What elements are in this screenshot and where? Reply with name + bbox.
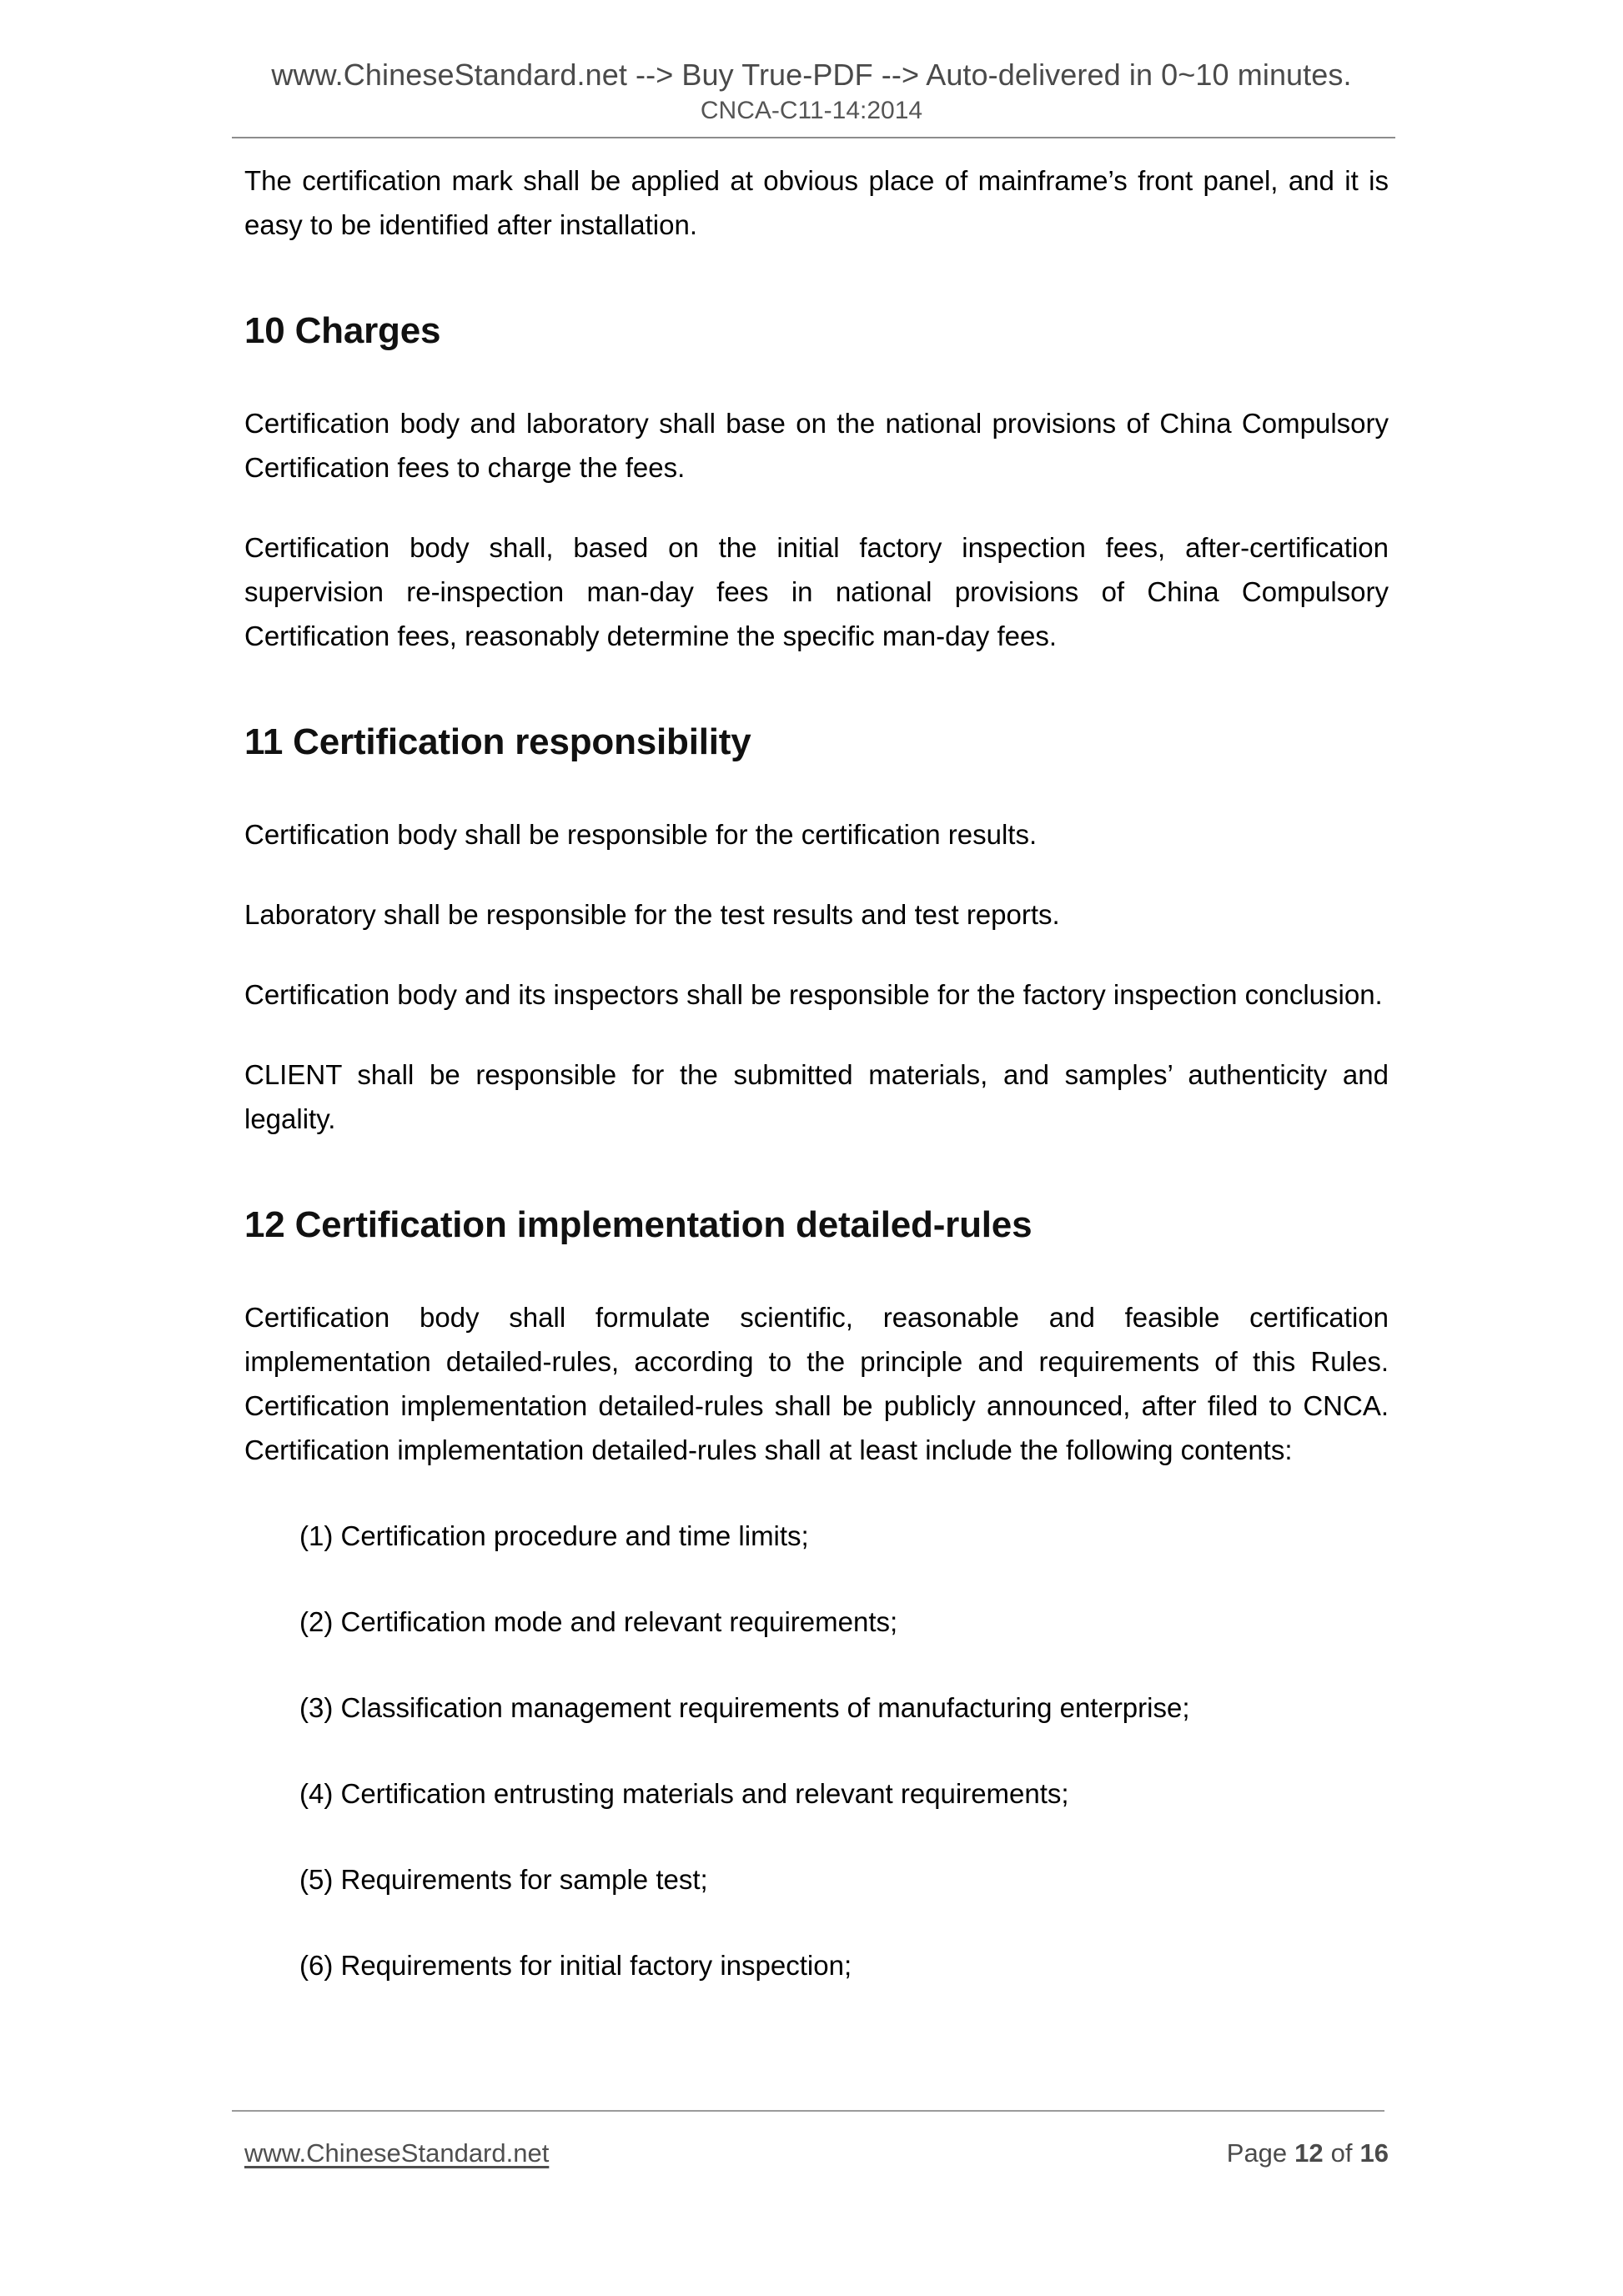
footer-divider bbox=[232, 2110, 1384, 2112]
spacer bbox=[244, 937, 1389, 972]
header-promo-text: www.ChineseStandard.net --> Buy True-PDF --> Auto-delivered in 0~10 minutes. bbox=[271, 58, 1352, 92]
spacer bbox=[244, 247, 1389, 309]
section-11-paragraph-3: Certification body and its inspectors shall be responsible for the factory inspection conclusion. bbox=[244, 979, 1383, 1010]
certification-rules-list bbox=[244, 1514, 1389, 1987]
section-11-paragraph-4: CLIENT shall be responsible for the submitted materials, and samples’ authenticity and legality. bbox=[244, 1059, 1389, 1134]
list-item: (5) Requirements for sample test; bbox=[299, 1864, 708, 1895]
header-document-id: CNCA-C11-14:2014 bbox=[700, 97, 923, 124]
spacer bbox=[244, 1141, 1389, 1203]
spacer bbox=[244, 490, 1389, 525]
section-10-paragraph-1: Certification body and laboratory shall base on the national provisions of China Compulsory Certification fees to charge the fees. bbox=[244, 408, 1389, 483]
spacer bbox=[244, 658, 1389, 720]
list-item: (3) Classification management requirements of manufacturing enterprise; bbox=[299, 1692, 1190, 1723]
section-heading-12-certification-implementation-detailed-rules: 12 Certification implementation detailed-rules bbox=[244, 1204, 1033, 1245]
intro-paragraph: The certification mark shall be applied at obvious place of mainframe’s front panel, and it is easy to be identified after installation. bbox=[244, 165, 1389, 240]
section-heading-10-charges: 10 Charges bbox=[244, 310, 441, 351]
section-12-paragraph-1: Certification body shall formulate scientific, reasonable and feasible certification implementation detailed-rules, according to the principle and requirements of this Rules. Certification implementation detailed-rules shall be publicly announced, after filed to CNCA. Certification implementation detailed-rules shall at least include the following contents: bbox=[244, 1302, 1389, 1465]
spacer bbox=[244, 354, 1389, 401]
section-heading-11-certification-responsibility: 11 Certification responsibility bbox=[244, 721, 751, 762]
of-label: of bbox=[1330, 2138, 1353, 2168]
spacer bbox=[244, 1017, 1389, 1053]
current-page-number: 12 bbox=[1294, 2138, 1324, 2168]
spacer bbox=[244, 857, 1389, 892]
footer-row bbox=[244, 2137, 1389, 2170]
total-page-count: 16 bbox=[1359, 2138, 1389, 2168]
list-item: (1) Certification procedure and time limits; bbox=[299, 1520, 809, 1551]
spacer bbox=[244, 1248, 1389, 1295]
list-item: (4) Certification entrusting materials and relevant requirements; bbox=[299, 1778, 1069, 1809]
section-11-paragraph-1: Certification body shall be responsible for the certification results. bbox=[244, 819, 1038, 850]
page-header bbox=[0, 0, 1623, 127]
list-item: (6) Requirements for initial factory inspection; bbox=[299, 1950, 852, 1981]
spacer bbox=[244, 1472, 1389, 1514]
page-label: Page bbox=[1226, 2138, 1288, 2168]
section-10-paragraph-2: Certification body shall, based on the initial factory inspection fees, after-certification supervision re-inspection man-day fees in national provisions of China Compulsory Certification fees, reasonably determine the specific man-day fees. bbox=[244, 532, 1389, 651]
footer-website-link[interactable]: www.ChineseStandard.net bbox=[244, 2138, 550, 2168]
spacer bbox=[244, 765, 1389, 812]
list-item: (2) Certification mode and relevant requirements; bbox=[299, 1606, 898, 1637]
header-divider bbox=[232, 137, 1395, 138]
page-number-indicator bbox=[1227, 2137, 1389, 2170]
section-11-paragraph-2: Laboratory shall be responsible for the test results and test reports. bbox=[244, 899, 1060, 930]
document-body bbox=[244, 158, 1389, 1987]
